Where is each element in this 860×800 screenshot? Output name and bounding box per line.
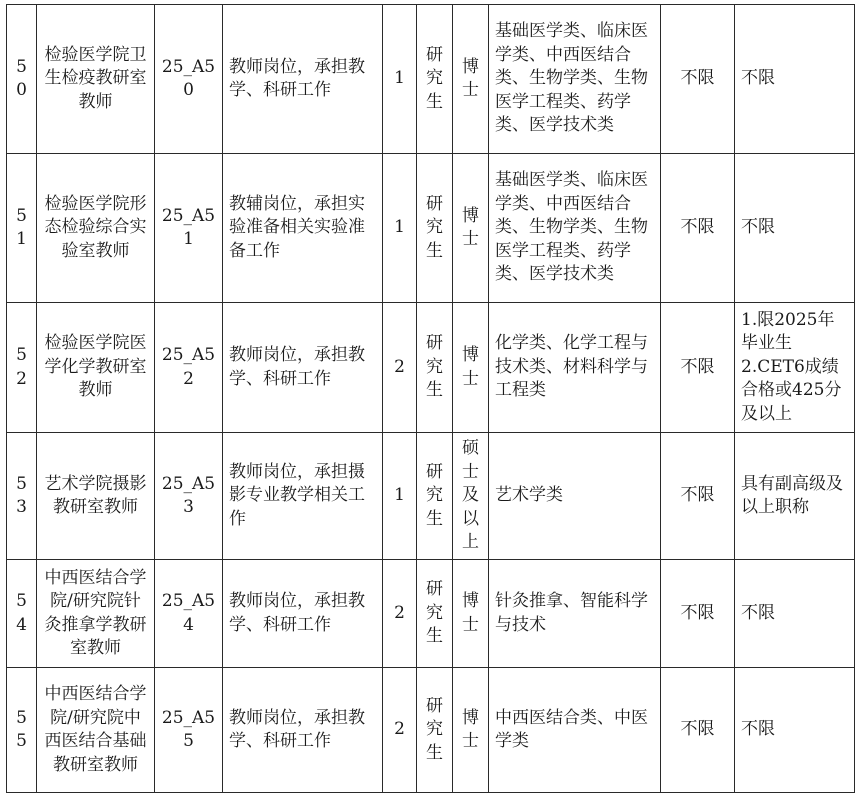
table-row xyxy=(7,668,855,793)
row-major: 中西医结合类、中医学类 xyxy=(489,668,661,793)
row-count: 2 xyxy=(383,668,417,793)
row-duty: 教师岗位，承担摄影专业教学相关工作 xyxy=(223,433,383,560)
row-code: 25_A52 xyxy=(155,303,223,433)
row-other-line: 不限 xyxy=(741,217,775,238)
row-education-cell xyxy=(417,154,453,303)
table-row xyxy=(7,560,855,668)
row-code: 25_A53 xyxy=(155,433,223,560)
row-count: 1 xyxy=(383,154,417,303)
row-degree: 硕士及以上 xyxy=(462,438,479,553)
row-age: 不限 xyxy=(661,303,735,433)
row-other-line: 不限 xyxy=(741,719,775,740)
row-education: 研究生 xyxy=(426,193,443,261)
row-seq: 54 xyxy=(7,560,37,668)
row-count: 2 xyxy=(383,303,417,433)
row-seq: 52 xyxy=(7,303,37,433)
row-degree: 博士 xyxy=(462,707,479,751)
row-major: 基础医学类、临床医学类、中西医结合类、生物学类、生物医学工程类、药学类、医学技术类 xyxy=(489,5,661,154)
row-degree: 博士 xyxy=(462,345,479,389)
row-education: 研究生 xyxy=(426,695,443,763)
row-degree-cell xyxy=(453,154,489,303)
row-other xyxy=(735,433,855,560)
row-unit: 中西医结合学院/研究院针灸推拿学教研室教师 xyxy=(37,560,155,668)
row-other xyxy=(735,560,855,668)
row-age: 不限 xyxy=(661,154,735,303)
row-duty: 教师岗位，承担教学、科研工作 xyxy=(223,303,383,433)
row-education: 研究生 xyxy=(426,461,443,529)
row-education-cell xyxy=(417,433,453,560)
row-degree: 博士 xyxy=(462,56,479,100)
row-other xyxy=(735,303,855,433)
row-degree-cell xyxy=(453,668,489,793)
table-row xyxy=(7,433,855,560)
row-major: 艺术学类 xyxy=(489,433,661,560)
row-education-cell xyxy=(417,668,453,793)
row-other xyxy=(735,5,855,154)
row-other xyxy=(735,154,855,303)
row-degree: 博士 xyxy=(462,591,479,635)
row-other-line: 1.限2025年毕业生 xyxy=(741,309,835,354)
row-other-line: 具有副高级及以上职称 xyxy=(741,473,843,517)
row-age: 不限 xyxy=(661,5,735,154)
row-count: 1 xyxy=(383,433,417,560)
table-row xyxy=(7,303,855,433)
row-other-line: 不限 xyxy=(741,68,775,89)
row-seq: 55 xyxy=(7,668,37,793)
row-education: 研究生 xyxy=(426,579,443,647)
row-age: 不限 xyxy=(661,560,735,668)
recruitment-table xyxy=(6,4,855,793)
row-major: 基础医学类、临床医学类、中西医结合类、生物学类、生物医学工程类、药学类、医学技术类 xyxy=(489,154,661,303)
row-education-cell xyxy=(417,560,453,668)
row-unit: 艺术学院摄影教研室教师 xyxy=(37,433,155,560)
row-degree-cell xyxy=(453,303,489,433)
row-major: 针灸推拿、智能科学与技术 xyxy=(489,560,661,668)
row-other-line: 2.CET6成绩合格或425分及以上 xyxy=(741,356,842,424)
row-seq: 53 xyxy=(7,433,37,560)
row-code: 25_A55 xyxy=(155,668,223,793)
table-row xyxy=(7,154,855,303)
row-count: 2 xyxy=(383,560,417,668)
row-age: 不限 xyxy=(661,433,735,560)
row-education-cell xyxy=(417,303,453,433)
row-unit: 检验医学院形态检验综合实验室教师 xyxy=(37,154,155,303)
row-unit: 检验医学院卫生检疫教研室教师 xyxy=(37,5,155,154)
row-duty: 教师岗位，承担教学、科研工作 xyxy=(223,668,383,793)
row-major: 化学类、化学工程与技术类、材料科学与工程类 xyxy=(489,303,661,433)
row-duty: 教师岗位，承担教学、科研工作 xyxy=(223,5,383,154)
row-seq: 50 xyxy=(7,5,37,154)
row-code: 25_A54 xyxy=(155,560,223,668)
row-count: 1 xyxy=(383,5,417,154)
row-seq: 51 xyxy=(7,154,37,303)
row-duty: 教辅岗位，承担实验准备相关实验准备工作 xyxy=(223,154,383,303)
row-education: 研究生 xyxy=(426,333,443,401)
row-unit: 检验医学院医学化学教研室教师 xyxy=(37,303,155,433)
row-duty: 教师岗位，承担教学、科研工作 xyxy=(223,560,383,668)
row-other-line: 不限 xyxy=(741,602,775,623)
row-other xyxy=(735,668,855,793)
row-degree: 博士 xyxy=(462,205,479,249)
row-code: 25_A51 xyxy=(155,154,223,303)
row-age: 不限 xyxy=(661,668,735,793)
row-unit: 中西医结合学院/研究院中西医结合基础教研室教师 xyxy=(37,668,155,793)
row-degree-cell xyxy=(453,433,489,560)
row-education-cell xyxy=(417,5,453,154)
row-degree-cell xyxy=(453,5,489,154)
row-education: 研究生 xyxy=(426,44,443,112)
table-row xyxy=(7,5,855,154)
row-degree-cell xyxy=(453,560,489,668)
row-code: 25_A50 xyxy=(155,5,223,154)
